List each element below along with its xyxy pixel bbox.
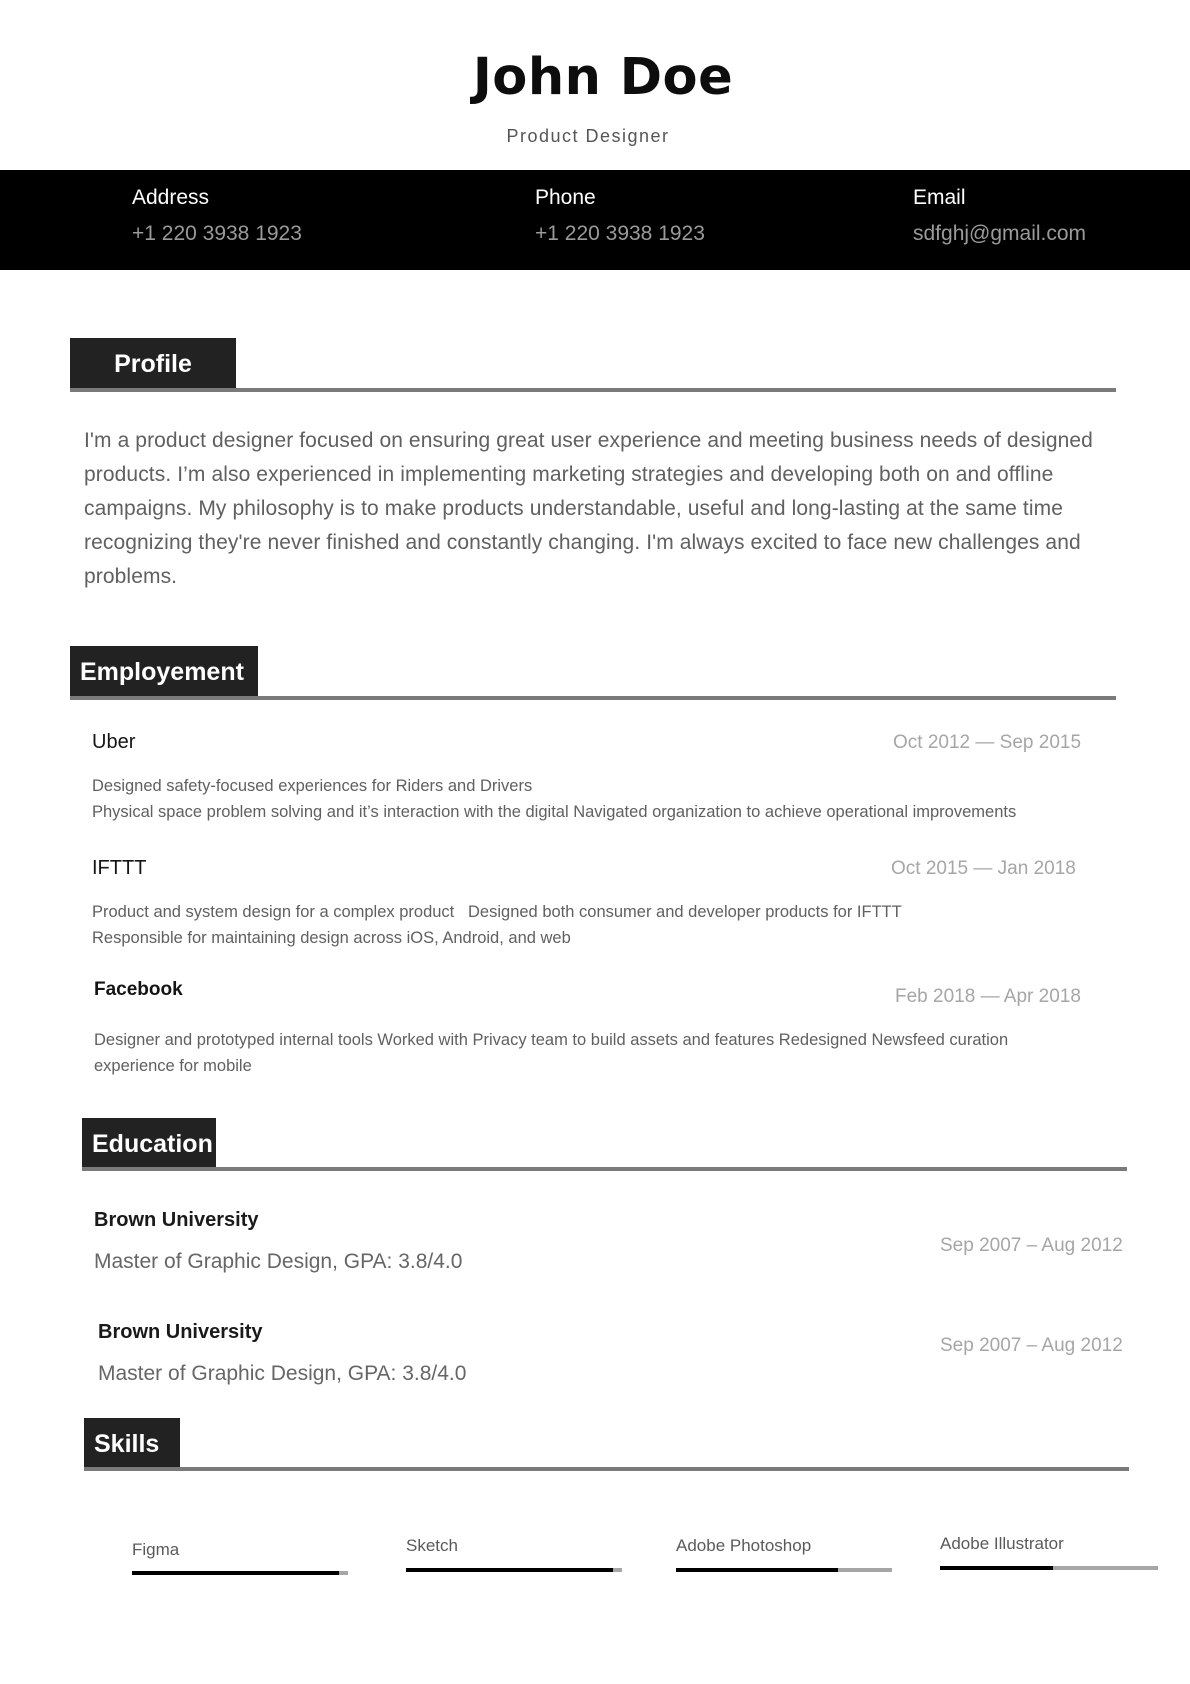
email-label: Email	[913, 186, 966, 209]
description-line: Physical space problem solving and it’s interaction with the digital Navigated organization to achieve operational improvements	[92, 803, 1017, 821]
section-header-employment	[70, 646, 258, 698]
section-divider	[82, 1167, 1127, 1171]
skill-level-bar	[406, 1568, 622, 1572]
school-name: Brown University	[94, 1209, 259, 1231]
employer-name: Uber	[92, 731, 136, 753]
description-line: Designer and prototyped internal tools Worked with Privacy team to build assets and features Redesigned Newsfeed curation experience for mobile	[94, 1031, 1009, 1075]
skill-level-bar	[676, 1568, 892, 1572]
section-divider	[70, 696, 1116, 700]
section-header-skills	[84, 1418, 180, 1470]
employment-dates: Feb 2018 — Apr 2018	[895, 986, 1081, 1007]
section-title: Profile	[114, 349, 192, 378]
job-title: Product Designer	[506, 126, 670, 146]
education-dates: Sep 2007 – Aug 2012	[940, 1235, 1123, 1256]
section-title: Skills	[94, 1429, 160, 1458]
address-value: +1 220 3938 1923	[132, 222, 302, 245]
school-name: Brown University	[98, 1321, 263, 1343]
employment-description	[94, 1027, 1074, 1079]
description-line: Responsible for maintaining design across iOS, Android, and web	[92, 929, 571, 947]
employer-name: IFTTT	[92, 857, 147, 879]
employment-dates: Oct 2012 — Sep 2015	[893, 732, 1082, 753]
skill-name: Adobe Photoshop	[676, 1536, 812, 1555]
employment-description	[92, 899, 1082, 951]
skill-level-fill	[940, 1566, 1053, 1570]
phone-label: Phone	[535, 186, 596, 209]
address-label: Address	[132, 186, 210, 209]
skill-level-fill	[132, 1571, 339, 1575]
description-line: Designed safety-focused experiences for Riders and Drivers	[92, 777, 533, 795]
degree: Master of Graphic Design, GPA: 3.8/4.0	[94, 1250, 463, 1273]
section-divider	[84, 1467, 1129, 1471]
description-line: Product and system design for a complex product Designed both consumer and developer products for IFTTT	[92, 903, 902, 921]
skill-name: Figma	[132, 1540, 180, 1559]
employment-dates: Oct 2015 — Jan 2018	[891, 858, 1076, 879]
section-divider	[70, 388, 1116, 392]
section-header-education	[82, 1118, 216, 1170]
skill-name: Sketch	[406, 1536, 458, 1555]
degree: Master of Graphic Design, GPA: 3.8/4.0	[98, 1362, 467, 1385]
employment-description	[92, 773, 1082, 825]
profile-summary: I'm a product designer focused on ensuring great user experience and meeting business needs of designed products. I’m also experienced in implementing marketing strategies and developing both on and offline campaigns. My philosophy is to make products understandable, useful and long-lasting at the same time recognizing they're never finished and constantly changing. I'm always excited to face new challenges and problems.	[84, 429, 1093, 588]
skill-level-bar	[132, 1571, 348, 1575]
skill-level-fill	[676, 1568, 838, 1572]
employer-name: Facebook	[94, 979, 183, 1000]
section-title: Education	[92, 1129, 213, 1158]
contact-band	[0, 170, 1190, 270]
phone-value: +1 220 3938 1923	[535, 222, 705, 245]
education-dates: Sep 2007 – Aug 2012	[940, 1335, 1123, 1356]
email-value[interactable]: sdfghj@gmail.com	[913, 222, 1087, 245]
section-header-profile	[70, 338, 236, 390]
skill-level-fill	[406, 1568, 613, 1572]
skill-name: Adobe Illustrator	[940, 1534, 1064, 1553]
person-name: John Doe	[472, 48, 734, 107]
section-title: Employement	[80, 657, 244, 686]
skill-level-bar	[940, 1566, 1158, 1570]
